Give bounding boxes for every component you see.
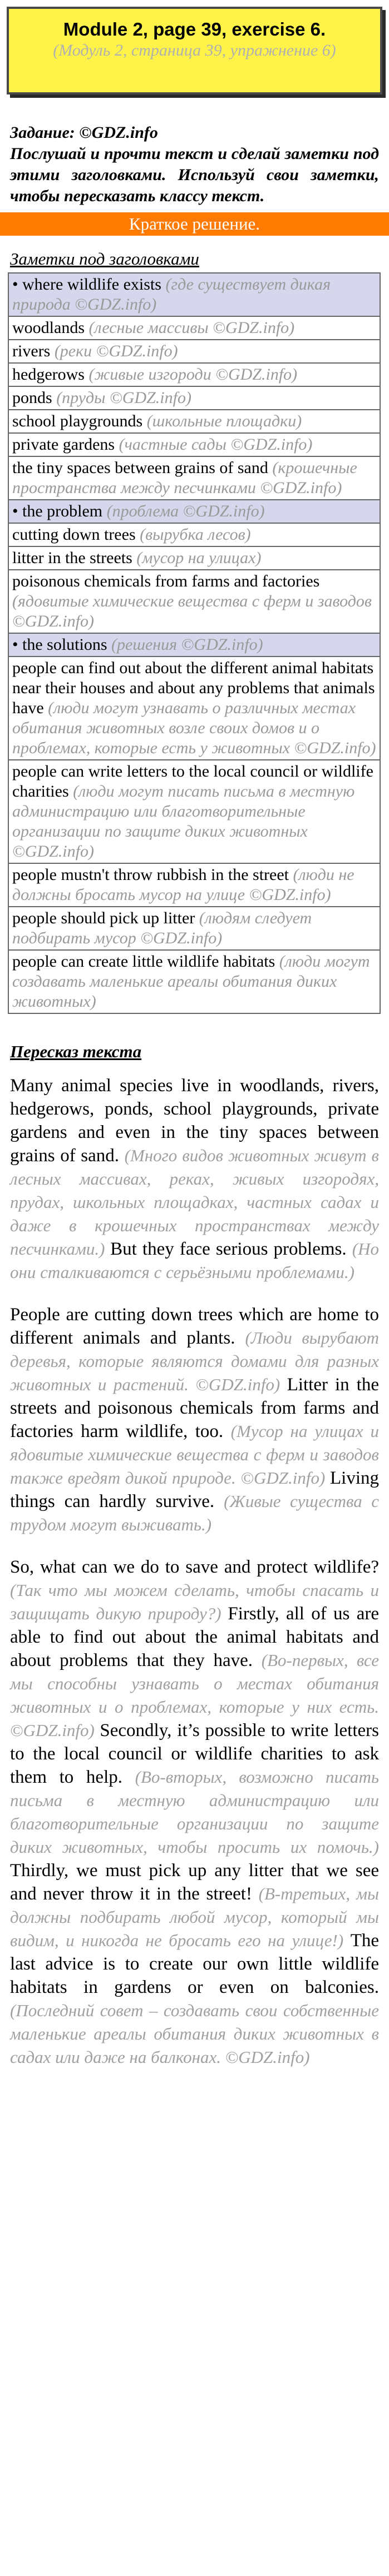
note-english: people can find out about the different animal habitats near their houses and about any problems that animals have — [12, 659, 375, 717]
notes-cell — [8, 546, 380, 570]
notes-cell — [8, 316, 380, 340]
notes-cell — [8, 570, 380, 633]
notes-section-header — [8, 273, 380, 316]
notes-cell — [8, 863, 380, 907]
note-russian: (люди не должны бросать мусор на улице ©GDZ.info) — [12, 866, 354, 904]
notes-cell — [8, 363, 380, 386]
retell-paragraph — [0, 1067, 389, 1296]
retell-sentence: Firstly, all of us are able to find out about the animal habitats and about problems that they have. — [10, 1604, 379, 1670]
notes-section-header — [8, 500, 380, 523]
note-english: people can create little wildlife habitats — [12, 952, 275, 971]
note-russian: (школьные площадки) — [146, 412, 302, 430]
notes-row — [8, 546, 380, 570]
notes-row — [8, 570, 380, 633]
note-russian: (лесные массивы ©GDZ.info) — [88, 319, 295, 337]
note-english: rivers — [12, 342, 51, 360]
notes-cell — [8, 386, 380, 410]
note-russian: (мусор на улицах) — [136, 549, 262, 567]
retell-title: Пересказ текста — [10, 1042, 142, 1061]
retell-translation: (В-третьих, мы должны подбирать любой мусор, который мы видим, и никогда не бросать его на улице!) — [10, 1884, 379, 1950]
retell-translation: (Живые существа с трудом могут выживать.) — [10, 1491, 379, 1534]
retell-sentence: People are cutting down trees which are home to different animals and plants. — [10, 1305, 379, 1348]
retell-translation: (Так что мы можем сделать, чтобы спасать и защищать дикую природу?) — [10, 1580, 379, 1623]
note-english: • the problem — [12, 502, 103, 520]
note-russian: (людям следует подбирать мусор ©GDZ.info) — [12, 909, 312, 947]
note-english: poisonous chemicals from farms and factories — [12, 572, 320, 590]
notes-row — [8, 386, 380, 410]
retell-translation: (Последний совет – создавать свои собственные маленькие ареалы обитания диких животных в садах или даже на балконах. ©GDZ.info) — [10, 2001, 379, 2067]
notes-row — [8, 456, 380, 500]
note-english: people can write letters to the local council or wildlife charities — [12, 762, 373, 800]
retell-sentence: Many animal species live in woodlands, rivers, hedgerows, ponds, school playgrounds, private gardens and even in the tiny spaces between grains of sand. — [10, 1076, 379, 1166]
notes-cell — [8, 760, 380, 863]
note-english: people mustn't throw rubbish in the street — [12, 866, 289, 884]
notes-section-header — [8, 633, 380, 657]
retell-translation: (Мусор на улицах и ядовитые химические вещества с ферм и заводов также вредят дикой природе. ©GDZ.info) — [10, 1421, 379, 1488]
retell-text — [0, 1067, 389, 2081]
notes-row — [8, 657, 380, 760]
retell-paragraph — [0, 1296, 389, 1549]
notes-table — [8, 272, 381, 1014]
retell-sentence: So, what can we do to save and protect wildlife? — [10, 1557, 379, 1577]
note-russian: (крошечные пространства между песчинками ©GDZ.info) — [12, 459, 357, 497]
task-label: Задание: ©GDZ.info — [10, 123, 158, 142]
note-english: ponds — [12, 389, 52, 407]
solution-bar: Краткое решение. — [0, 212, 389, 236]
retell-translation: (Много видов животных живут в лесных массивах, реках, живых изгородях, прудах, школьных площадках, частных садах и даже в крошечных пространствах между песчинками.) — [10, 1146, 379, 1259]
notes-cell — [8, 456, 380, 500]
notes-title: Заметки под заголовками — [10, 249, 199, 268]
task-text: Послушай и прочти текст и сделай заметки под этими заголовками. Используй свои заметки, чтобы пересказать классу текст. — [10, 145, 379, 205]
notes-row — [8, 523, 380, 546]
retell-sentence: But they face serious problems. — [110, 1239, 352, 1259]
retell-sentence: The last advice is to create our own little wildlife habitats in gardens or even on balconies. — [10, 1931, 379, 1997]
note-russian: (пруды ©GDZ.info) — [56, 389, 191, 407]
notes-row — [8, 950, 380, 1013]
retell-translation: (Во-вторых, возможно писать письма в местную администрацию или благотворительные организации по защите диких животных, чтобы просить их помочь.) — [10, 1767, 379, 1857]
note-russian: (живые изгороди ©GDZ.info) — [88, 365, 298, 384]
note-russian: (люди могут узнавать о различных местах обитания животных возле своих домов и о проблемах, которые есть у животных ©GDZ.info) — [12, 699, 376, 757]
notes-row — [8, 410, 380, 433]
note-russian: (проблема ©GDZ.info) — [106, 502, 265, 520]
retell-translation: (Но они сталкиваются с серьёзными проблемами.) — [10, 1239, 379, 1282]
notes-cell — [8, 410, 380, 433]
note-russian: (где существует дикая природа ©GDZ.info) — [12, 275, 331, 314]
retell-sentence: Living things can hardly survive. — [10, 1468, 379, 1511]
notes-row — [8, 760, 380, 863]
note-english: litter in the streets — [12, 549, 132, 567]
task-block — [0, 95, 389, 207]
notes-cell — [8, 273, 380, 316]
retell-translation: (Во-первых, все мы способны узнавать о местах обитания животных и о проблемах, которые у них есть. ©GDZ.info) — [10, 1650, 379, 1740]
note-russian: (частные сады ©GDZ.info) — [119, 435, 313, 454]
note-english: cutting down trees — [12, 525, 136, 544]
note-english: woodlands — [12, 319, 85, 337]
retell-paragraph — [0, 1549, 389, 2081]
note-english: • the solutions — [12, 635, 107, 654]
notes-row — [8, 907, 380, 950]
note-english: the tiny spaces between grains of sand — [12, 459, 268, 477]
note-russian: (решения ©GDZ.info) — [111, 635, 263, 654]
notes-cell — [8, 500, 380, 523]
notes-cell — [8, 433, 380, 456]
header-box — [7, 7, 382, 95]
retell-sentence: Thirdly, we must pick up any litter that we see and never throw it in the street! — [10, 1861, 379, 1904]
retell-sentence: Secondly, it’s possible to write letters to the local council or wildlife charities to ask them to help. — [10, 1720, 379, 1787]
note-english: hedgerows — [12, 365, 85, 384]
page-subtitle: (Модуль 2, страница 39, упражнение 6) — [53, 41, 336, 59]
notes-cell — [8, 340, 380, 363]
note-english: private gardens — [12, 435, 115, 454]
retell-sentence: Litter in the streets and poisonous chemicals from farms and factories harm wildlife, too. — [10, 1375, 379, 1441]
notes-cell — [8, 523, 380, 546]
note-russian: (реки ©GDZ.info) — [54, 342, 178, 360]
notes-row — [8, 363, 380, 386]
notes-row — [8, 340, 380, 363]
note-russian: (ядовитые химические вещества с ферм и заводов ©GDZ.info) — [12, 592, 372, 630]
notes-cell — [8, 633, 380, 657]
notes-cell — [8, 907, 380, 950]
note-russian: (люди могут создавать маленькие ареалы обитания диких животных) — [12, 952, 370, 1011]
note-english: people should pick up litter — [12, 909, 195, 927]
note-russian: (вырубка лесов) — [140, 525, 251, 544]
page-title: Module 2, page 39, exercise 6. — [63, 19, 326, 39]
notes-row — [8, 433, 380, 456]
note-russian: (люди могут писать письма в местную администрацию или благотворительные организации по защите диких животных ©GDZ.info) — [12, 782, 355, 861]
notes-row — [8, 316, 380, 340]
notes-cell — [8, 657, 380, 760]
note-english: • where wildlife exists — [12, 275, 161, 294]
retell-translation: (Люди вырубают деревья, которые являются домами для разных животных и растений. ©GDZ.info) — [10, 1328, 379, 1394]
notes-row — [8, 863, 380, 907]
notes-cell — [8, 950, 380, 1013]
note-english: school playgrounds — [12, 412, 143, 430]
